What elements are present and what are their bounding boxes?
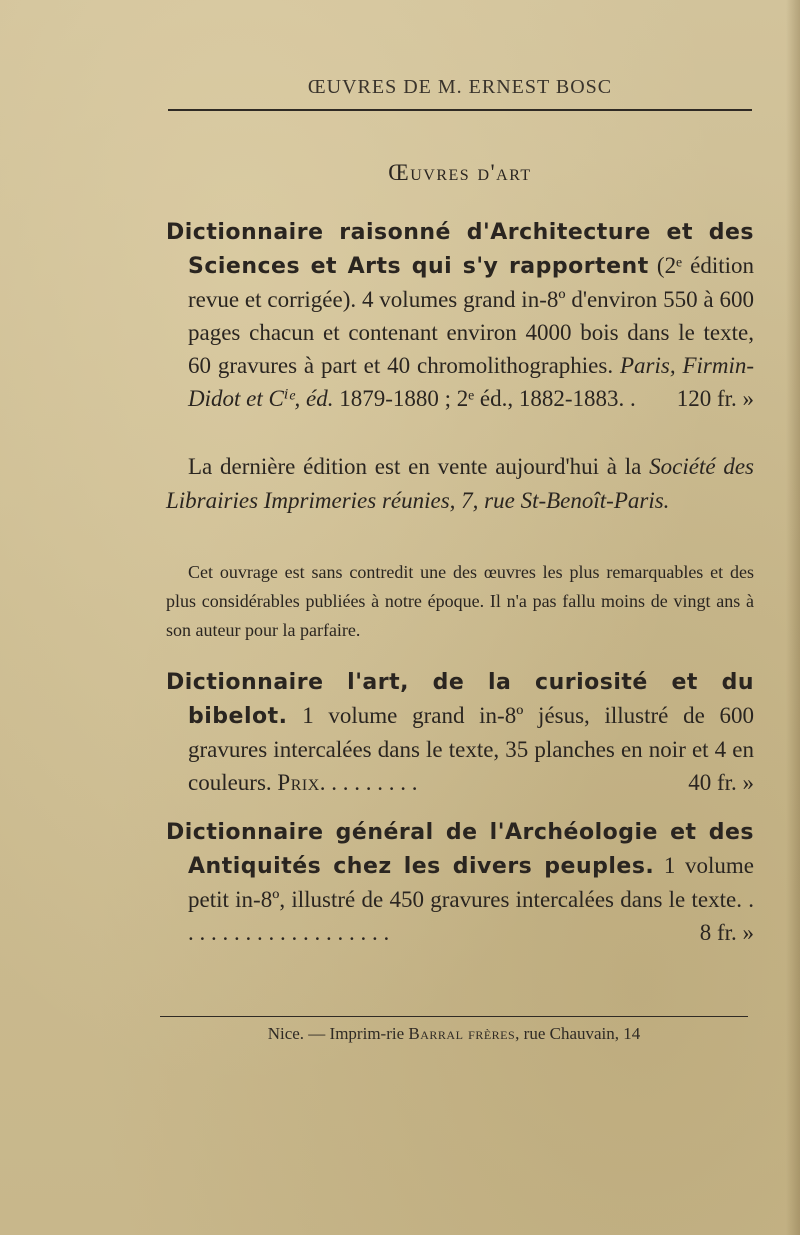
colophon-prefix: Nice. — Imprim-rie <box>267 1024 405 1043</box>
entry-description: 1 volume petit in-8º, illustré de 450 gravures intercalées dans le texte <box>188 853 754 912</box>
entry-dictionnaire-art <box>166 665 754 799</box>
entry-title: Dictionnaire l'art, de la curiosité et du bibelot. <box>166 670 754 729</box>
availability-text: La dernière édition est en vente aujourd'hui à la <box>188 454 642 479</box>
header-rule <box>168 109 752 111</box>
entry-price: 8 fr. » <box>699 920 754 945</box>
entry-leader: . . . . . . . . . . . . . . . . . . . . <box>188 887 754 945</box>
entry-dictionnaire-archeologie <box>166 815 754 949</box>
section-title: Œuvres d'art <box>388 160 532 185</box>
entry-price: 40 fr. » <box>688 770 754 795</box>
page-edge-shadow <box>786 0 800 1235</box>
entry-paragraph <box>166 215 754 415</box>
entry-leader: . . . . . . . . . <box>319 770 418 795</box>
printer-colophon <box>160 1024 748 1044</box>
colophon-suffix: , rue Chauvain, 14 <box>515 1024 641 1043</box>
entry-paragraph <box>166 665 754 799</box>
entry-title: Dictionnaire raisonné d'Architecture et des Sciences et Arts qui s'y rapportent <box>166 220 754 279</box>
entry-dates: 1879-1880 ; 2ᵉ éd., 1882-1883. . <box>339 386 636 411</box>
availability-publisher: Société des Librairies Imprimeries réunies, 7, rue St-Benoît-Paris. <box>166 454 754 513</box>
colophon-printer: Barral frères <box>408 1024 516 1043</box>
footer-rule <box>160 1016 748 1017</box>
entry-publisher: Paris, Firmin-Didot et Cⁱᵉ, éd. <box>188 353 754 411</box>
praise-note: Cet ouvrage est sans contredit une des œuvres les plus remarquables et des plus considérables publiées à notre époque. Il n'a pas fallu moins de vingt ans à son auteur pour la parfaire. <box>166 562 754 640</box>
entry-price: 120 fr. » <box>676 386 754 411</box>
entry-price-label: Prix <box>277 770 320 795</box>
entry-description: 1 volume grand in-8º jésus, illustré de 600 gravures intercalées dans le texte, 35 planches en noir et 4 en couleurs. <box>188 703 754 795</box>
availability-note <box>166 450 754 518</box>
entry-description: (2ᵉ édition revue et corrigée). 4 volumes grand in-8º d'environ 550 à 600 pages chacun et contenant environ 4000 bois dans le texte, 60 gravures à part et 40 chromolithographies. <box>188 253 755 378</box>
entry-dictionnaire-architecture <box>166 215 754 415</box>
entry-paragraph <box>166 815 754 949</box>
running-head: ŒUVRES DE M. ERNEST BOSC <box>307 76 613 98</box>
entry-title: Dictionnaire général de l'Archéologie et des Antiquités chez les divers peuples. <box>166 820 754 879</box>
